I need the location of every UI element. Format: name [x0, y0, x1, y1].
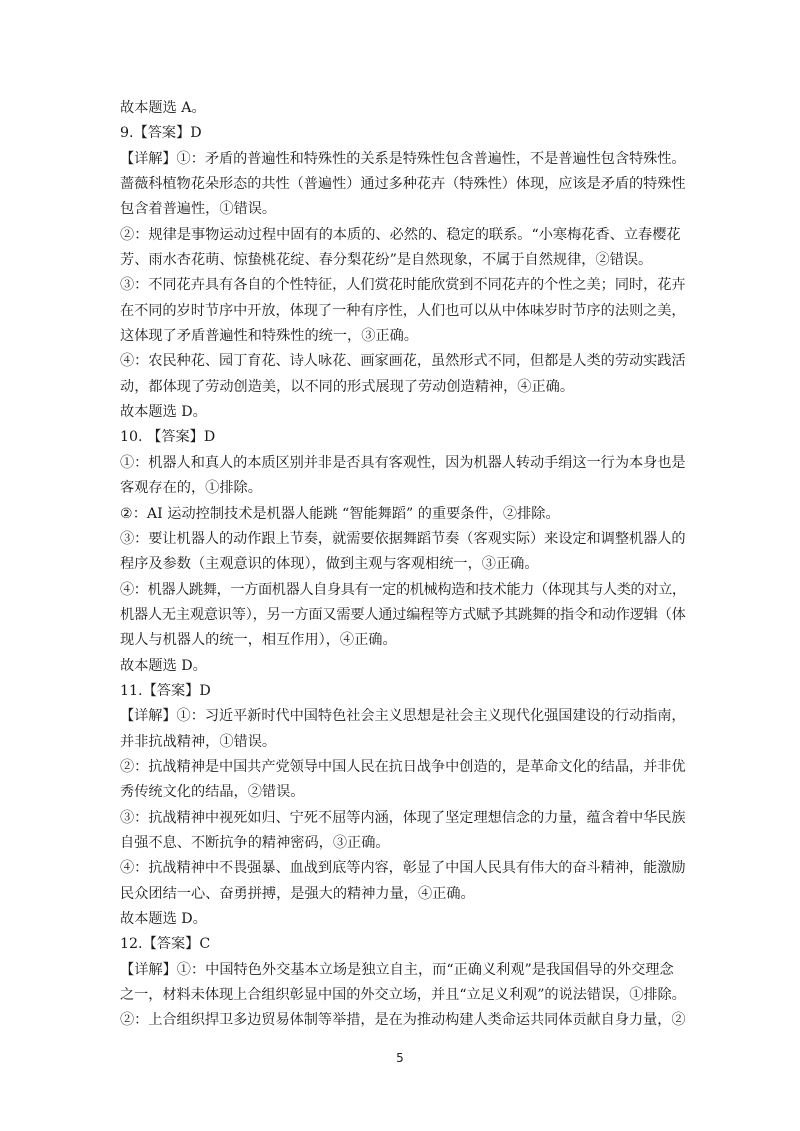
text-line: 自强不息、不断抗争的精神密码，③正确。: [120, 834, 390, 851]
text-line: ②：规律是事物运动过程中固有的本质的、必然的、稳定的联系。“小寒梅花香、立春樱花: [120, 226, 681, 243]
text-line: ③：要让机器人的动作跟上节奏，就需要依据舞蹈节奏（客观实际）来设定和调整机器人的: [120, 530, 686, 547]
text-line: ④：抗战精神中不畏强暴、血战到底等内容，彰显了中国人民具有伟大的奋斗精神，能激励: [120, 860, 686, 877]
text-line: 9.【答案】D: [120, 125, 202, 142]
text-line: 故本题选 D。: [120, 911, 207, 927]
text-line: 芳、雨水杏花萌、惊蛰桃花绽、春分梨花纷”是自然现象，不属于自然规律，②错误。: [120, 252, 653, 269]
text-line: 11.【答案】D: [120, 682, 211, 699]
text-line: 现人与机器人的统一，相互作用），④正确。: [120, 632, 397, 649]
text-line: 动，都体现了劳动创造美，以不同的形式展现了劳动创造精神，④正确。: [120, 378, 575, 395]
text-line: 故本题选 A。: [120, 100, 206, 116]
text-line: 12.【答案】C: [120, 936, 211, 953]
text-line: ③：抗战精神中视死如归、宁死不屈等内涵，体现了坚定理想信念的力量，蕴含着中华民族: [120, 809, 686, 826]
text-line: 故本题选 D。: [120, 657, 207, 674]
page-number: 5: [396, 1051, 404, 1065]
text-line: 10. 【答案】D: [120, 429, 216, 446]
text-line: 【详解】①：矛盾的普遍性和特殊性的关系是特殊性包含普遍性，不是普遍性包含特殊性。: [120, 150, 686, 167]
text-line: ④：机器人跳舞，一方面机器人自身具有一定的机械构造和技术能力（体现其与人类的对立，: [120, 581, 686, 598]
text-line: 并非抗战精神，①错误。: [120, 733, 277, 750]
text-line: 包含着普遍性，①错误。: [120, 201, 277, 218]
text-line: ②：抗战精神是中国共产党领导中国人民在抗日战争中创造的，是革命文化的结晶，并非优: [120, 758, 686, 775]
text-line: 秀传统文化的结晶，②错误。: [120, 784, 305, 801]
text-line: 机器人无主观意识等），另一方面又需要人通过编程等方式赋予其跳舞的指令和动作逻辑（体: [120, 606, 686, 623]
text-line: 这体现了矛盾普遍性和特殊性的统一，③正确。: [120, 328, 418, 345]
text-line: ④：农民种花、园丁育花、诗人咏花、画家画花，虽然形式不同，但都是人类的劳动实践活: [120, 353, 686, 370]
text-line: 之一，材料未体现上合组织彰显中国的外交立场，并且“立足义利观”的说法错误，①排除。: [120, 987, 686, 1004]
answer-explanation-text: [120, 96, 686, 1034]
text-line: ①：机器人和真人的本质区别并非是否具有客观性，因为机器人转动手绢这一行为本身也是: [120, 454, 686, 471]
text-line: ②：AI 运动控制技术是机器人能跳 “智能舞蹈” 的重要条件，②排除。: [120, 505, 560, 522]
text-line: 【详解】①：习近平新时代中国特色社会主义思想是社会主义现代化强国建设的行动指南，: [120, 708, 686, 725]
text-line: ③：不同花卉具有各自的个性特征，人们赏花时能欣赏到不同花卉的个性之美；同时，花卉: [120, 277, 686, 294]
text-line: 客观存在的，①排除。: [120, 480, 262, 497]
text-line: 【详解】①：中国特色外交基本立场是独立自主，而“正确义利观”是我国倡导的外交理念: [120, 961, 674, 978]
text-line: 程序及参数（主观意识的体现），做到主观与客观相统一，③正确。: [120, 556, 539, 573]
text-line: 在不同的岁时节序中开放，体现了一种有序性，人们也可以从中体味岁时节序的法则之美，: [120, 302, 686, 319]
text-line: ②：上合组织捍卫多边贸易体制等举措，是在为推动构建人类命运共同体贡献自身力量，②: [120, 1012, 686, 1029]
text-line: 蔷薇科植物花朵形态的共性（普遍性）通过多种花卉（特殊性）体现，应该是矛盾的特殊性: [120, 176, 686, 193]
text-line: 故本题选 D。: [120, 404, 207, 421]
text-line: 民众团结一心、奋勇拼搏，是强大的精神力量，④正确。: [120, 885, 475, 902]
